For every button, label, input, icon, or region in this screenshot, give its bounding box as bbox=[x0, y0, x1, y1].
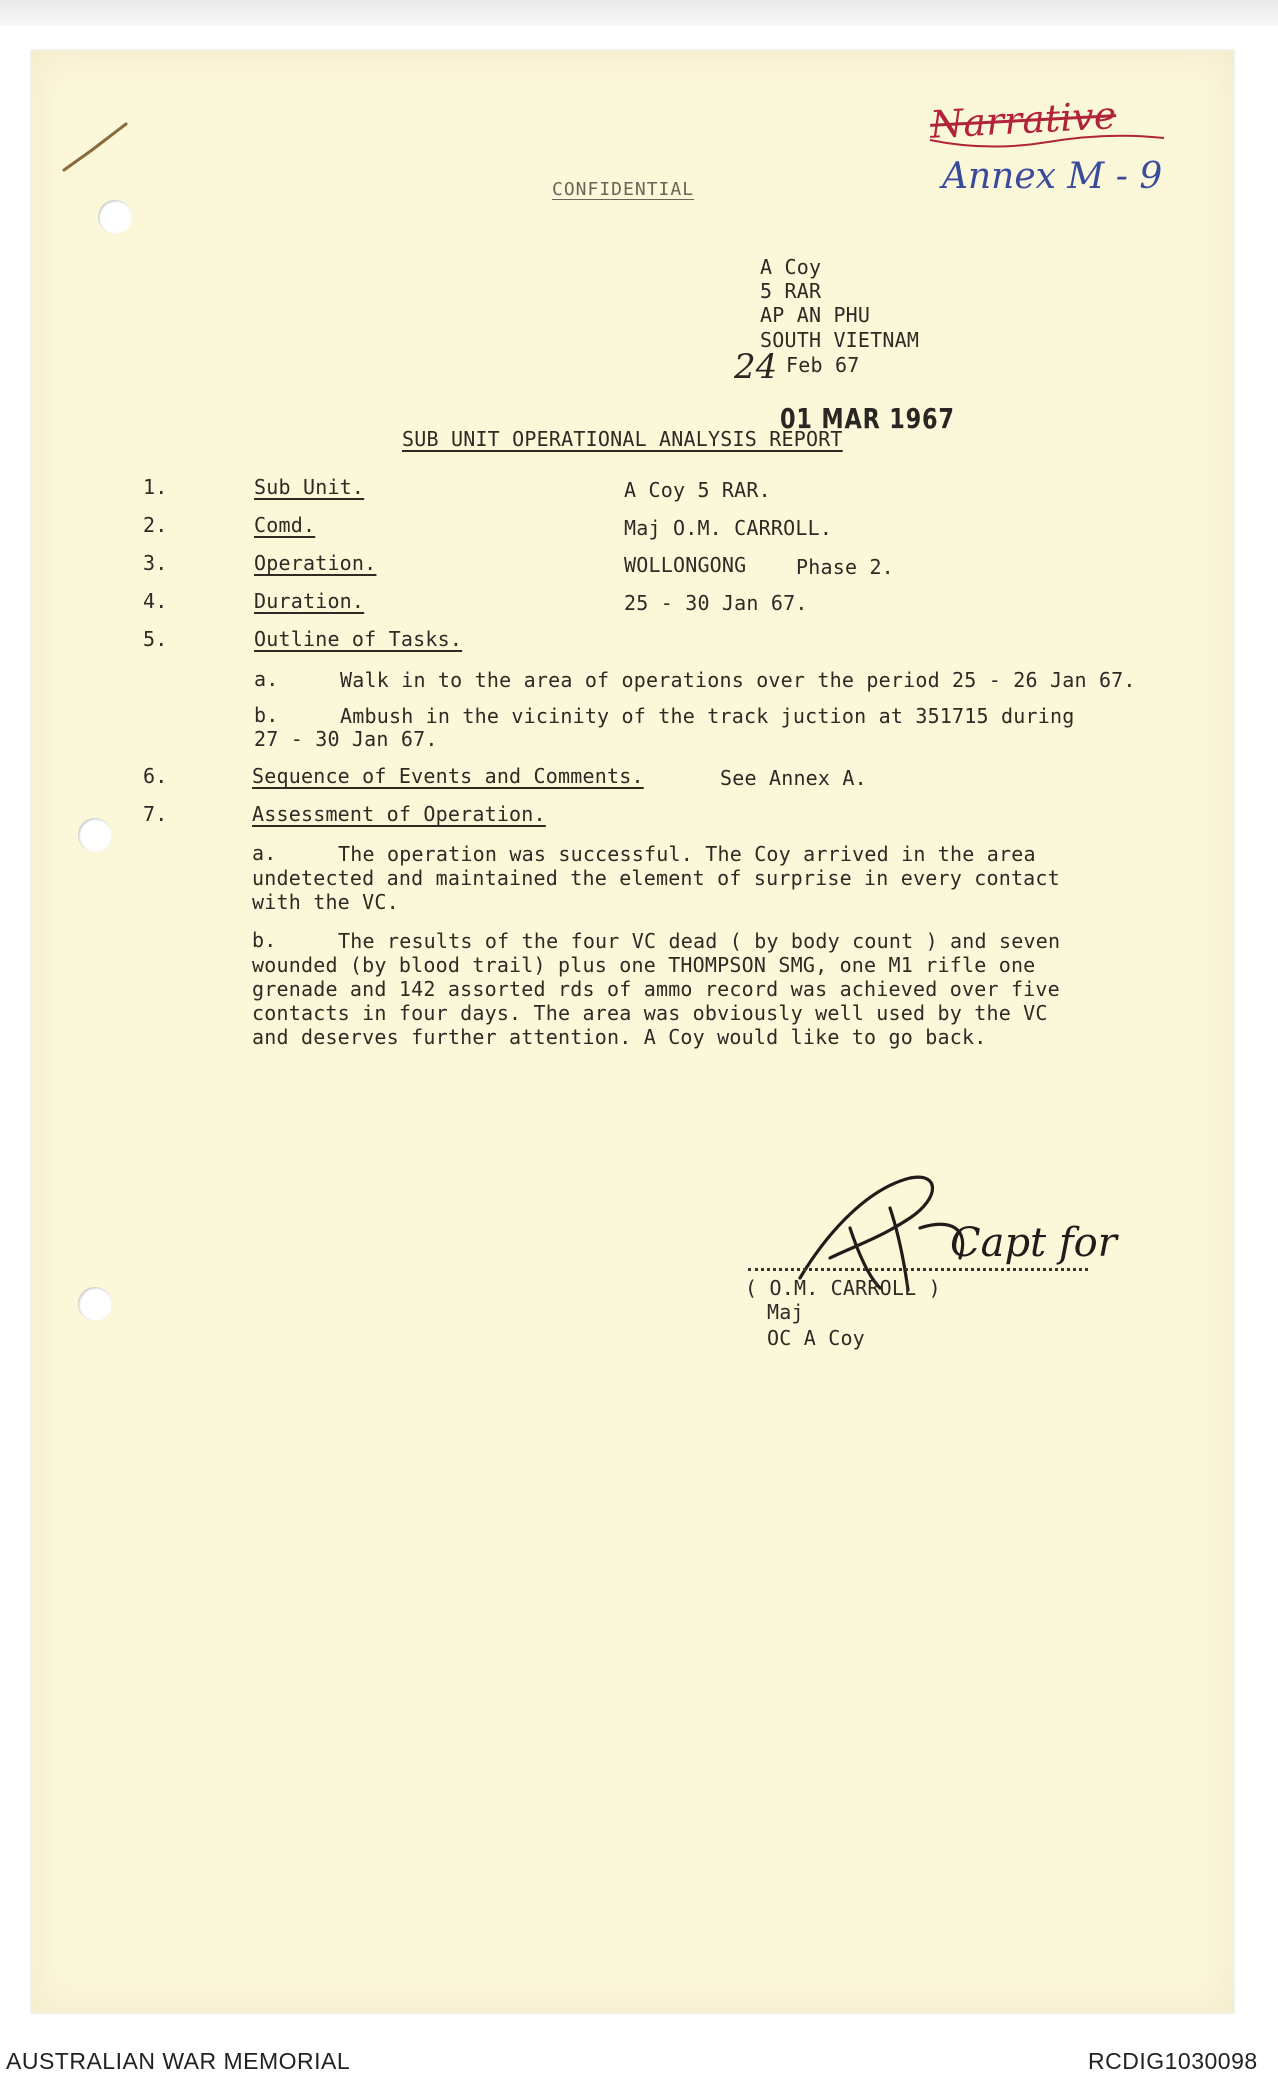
task-a-text: Walk in to the area of operations over the period 25 - 26 Jan 67. bbox=[340, 668, 1136, 692]
punch-hole-top bbox=[98, 200, 132, 234]
address-line-location: AP AN PHU bbox=[760, 303, 871, 327]
assessment-b-text: grenade and 142 assorted rds of ammo record was achieved over five bbox=[252, 977, 1060, 1001]
punch-hole-middle bbox=[78, 818, 112, 852]
signature-name: ( O.M. CARROLL ) bbox=[745, 1276, 941, 1300]
item-value-duration: 25 - 30 Jan 67. bbox=[624, 591, 808, 615]
item-number: 3. bbox=[143, 551, 168, 575]
assessment-b-text: wounded (by blood trail) plus one THOMPSON SMG, one M1 rifle one bbox=[252, 953, 1036, 977]
address-line-battalion: 5 RAR bbox=[760, 279, 822, 303]
scan-top-strip bbox=[0, 0, 1278, 26]
report-title: SUB UNIT OPERATIONAL ANALYSIS REPORT bbox=[402, 427, 843, 451]
item-label-sequence-of-events: Sequence of Events and Comments. bbox=[252, 764, 644, 788]
item-value-operation: WOLLONGONG bbox=[624, 553, 747, 577]
pencil-mark bbox=[62, 118, 134, 178]
signature-appointment: OC A Coy bbox=[767, 1326, 865, 1350]
item-number: 4. bbox=[143, 589, 168, 613]
assessment-b-text: contacts in four days. The area was obviously well used by the VC bbox=[252, 1001, 1048, 1025]
item-number: 7. bbox=[143, 802, 168, 826]
task-b-marker: b. bbox=[254, 703, 279, 727]
assessment-b-text: and deserves further attention. A Coy would like to go back. bbox=[252, 1025, 987, 1049]
handwritten-annex-label: Annex M - 9 bbox=[942, 156, 1163, 197]
footer-source: AUSTRALIAN WAR MEMORIAL bbox=[6, 2048, 351, 2074]
signature-dotted-line bbox=[748, 1268, 1088, 1271]
received-date-stamp: 01 MAR 1967 bbox=[780, 402, 955, 435]
item-number: 5. bbox=[143, 627, 168, 651]
signature-capt-for: Capt for bbox=[950, 1220, 1117, 1266]
item-value-sequence-of-events: See Annex A. bbox=[720, 766, 867, 790]
item-value-sub-unit: A Coy 5 RAR. bbox=[624, 478, 771, 502]
address-date: Feb 67 bbox=[786, 353, 860, 377]
handwritten-red-note: Narrative bbox=[928, 93, 1118, 147]
red-underline-flourish bbox=[928, 130, 1168, 154]
item-value-operation-phase: Phase 2. bbox=[796, 555, 894, 579]
classification-marking: CONFIDENTIAL bbox=[552, 179, 695, 200]
signature-rank: Maj bbox=[767, 1300, 804, 1324]
assessment-a-marker: a. bbox=[252, 841, 277, 865]
assessment-a-text: undetected and maintained the element of surprise in every contact bbox=[252, 866, 1060, 890]
item-number: 6. bbox=[143, 764, 168, 788]
item-label-assessment: Assessment of Operation. bbox=[252, 802, 546, 826]
task-b-text: 27 - 30 Jan 67. bbox=[254, 727, 438, 751]
item-label-duration: Duration. bbox=[254, 589, 365, 613]
item-number: 1. bbox=[143, 475, 168, 499]
address-line-country: SOUTH VIETNAM bbox=[760, 328, 920, 352]
assessment-b-text: The results of the four VC dead ( by body count ) and seven bbox=[338, 929, 1061, 953]
address-line-unit: A Coy bbox=[760, 255, 822, 279]
footer-record-id: RCDIG1030098 bbox=[1088, 2048, 1258, 2074]
task-b-text: Ambush in the vicinity of the track juction at 351715 during bbox=[340, 704, 1075, 728]
item-label-operation: Operation. bbox=[254, 551, 377, 575]
handwritten-date-day: 24 bbox=[734, 347, 778, 387]
assessment-a-text: with the VC. bbox=[252, 890, 399, 914]
assessment-b-marker: b. bbox=[252, 928, 277, 952]
task-a-marker: a. bbox=[254, 667, 279, 691]
item-label-outline-of-tasks: Outline of Tasks. bbox=[254, 627, 463, 651]
assessment-a-text: The operation was successful. The Coy arrived in the area bbox=[338, 842, 1036, 866]
item-value-comd: Maj O.M. CARROLL. bbox=[624, 516, 833, 540]
item-label-comd: Comd. bbox=[254, 513, 316, 537]
punch-hole-bottom bbox=[78, 1287, 112, 1321]
item-label-sub-unit: Sub Unit. bbox=[254, 475, 365, 499]
item-number: 2. bbox=[143, 513, 168, 537]
